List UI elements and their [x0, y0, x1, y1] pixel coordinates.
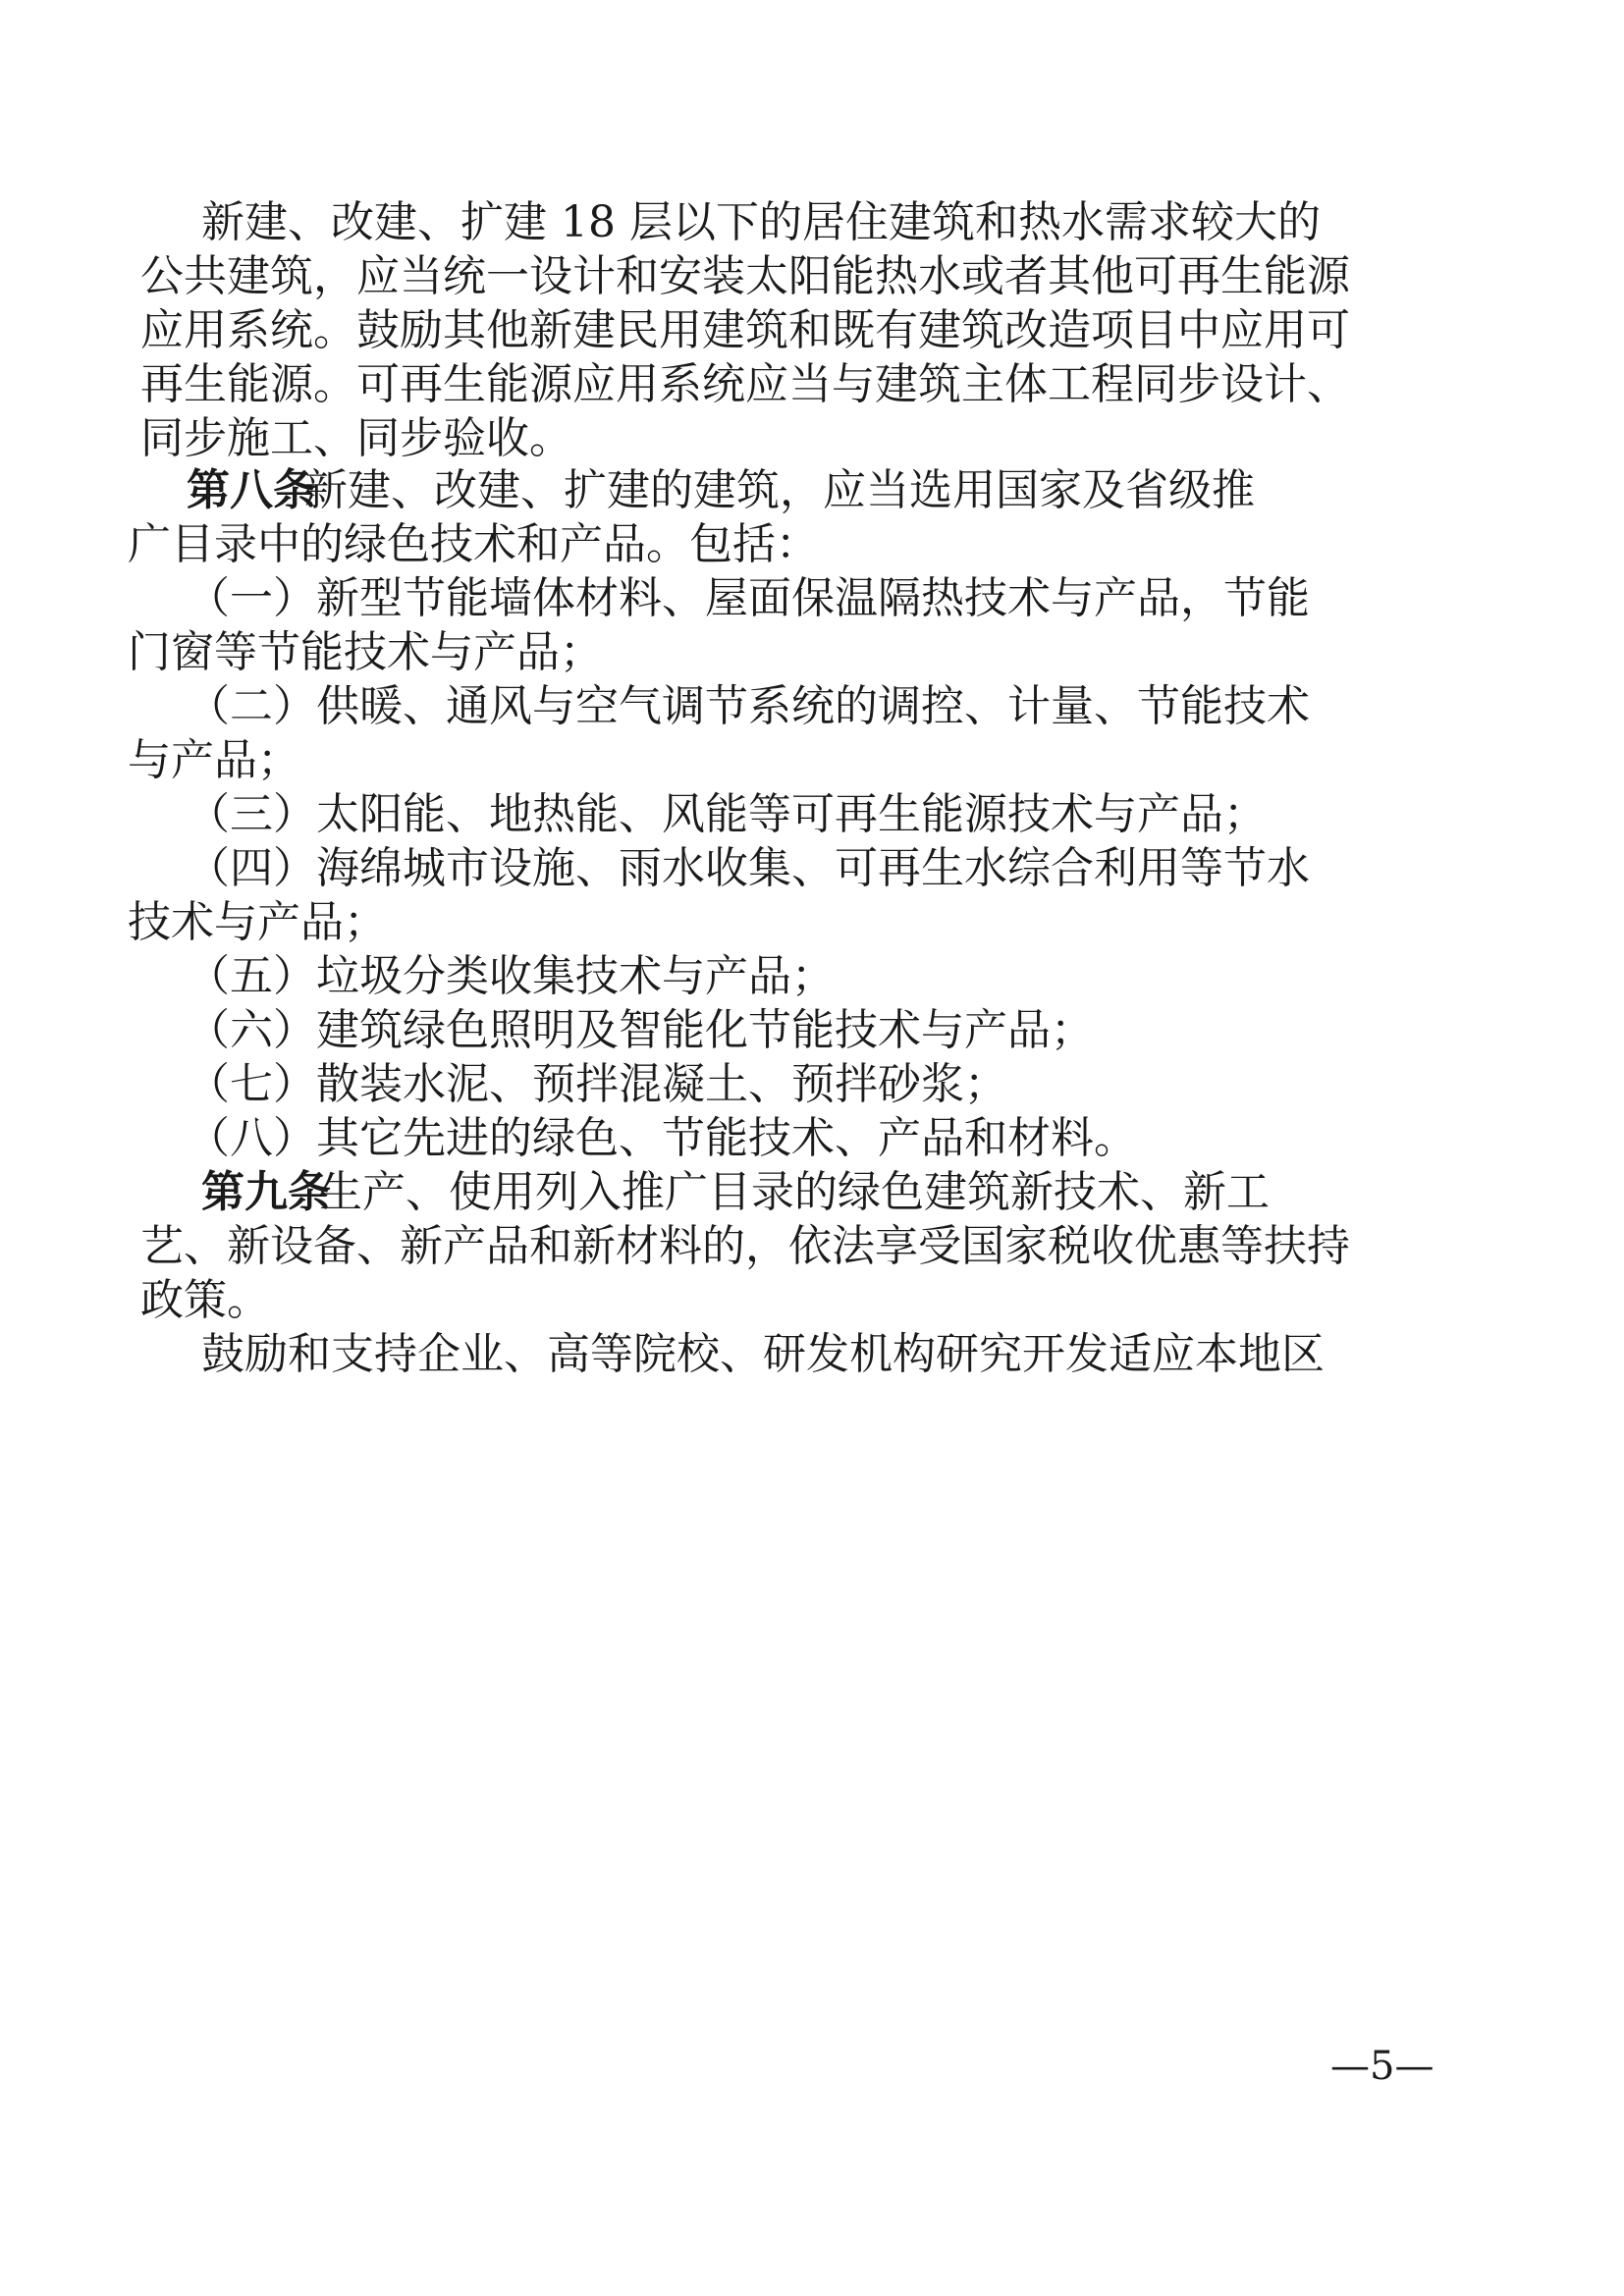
text-line: 技术与产品； — [128, 897, 387, 947]
text-line: 公共建筑，应当统一设计和安装太阳能热水或者其他可再生能源 — [140, 251, 1350, 301]
text-line: 鼓励和支持企业、高等院校、研发机构研究开发适应本地区 — [201, 1329, 1325, 1379]
text-line: （二）供暖、通风与空气调节系统的调控、计量、节能技术 — [187, 681, 1310, 731]
text-line: （五）垃圾分类收集技术与产品； — [187, 951, 835, 1001]
text-line: 新建、改建、扩建的建筑，应当选用国家及省级推 — [304, 465, 1255, 515]
article-heading: 第九条 — [201, 1167, 331, 1217]
text-line: （八）其它先进的绿色、节能技术、产品和材料。 — [187, 1113, 1137, 1163]
text-line: 与产品； — [128, 735, 300, 785]
text-line: 再生能源。可再生能源应用系统应当与建筑主体工程同步设计、 — [140, 359, 1350, 409]
page-number: —5— — [1330, 2044, 1435, 2089]
article-heading: 第八条 — [187, 465, 316, 515]
text-line: （一）新型节能墙体材料、屋面保温隔热技术与产品，节能 — [187, 573, 1310, 623]
text-line: （七）散装水泥、预拌混凝土、预拌砂浆； — [187, 1059, 1007, 1109]
text-line: （六）建筑绿色照明及智能化节能技术与产品； — [187, 1005, 1094, 1055]
text-line: 政策。 — [140, 1275, 270, 1325]
text-line: 艺、新设备、新产品和新材料的，依法享受国家税收优惠等扶持 — [140, 1221, 1350, 1271]
text-line: 同步施工、同步验收。 — [140, 413, 572, 463]
text-line: 门窗等节能技术与产品； — [128, 627, 603, 677]
text-line: 生产、使用列入推广目录的绿色建筑新技术、新工 — [319, 1167, 1270, 1217]
text-line: 广目录中的绿色技术和产品。包括： — [128, 519, 819, 569]
text-line: （三）太阳能、地热能、风能等可再生能源技术与产品； — [187, 789, 1267, 839]
text-line: （四）海绵城市设施、雨水收集、可再生水综合利用等节水 — [187, 843, 1310, 893]
text-line: 应用系统。鼓励其他新建民用建筑和既有建筑改造项目中应用可 — [140, 305, 1350, 355]
text-line: 新建、改建、扩建 18 层以下的居住建筑和热水需求较大的 — [201, 197, 1321, 247]
